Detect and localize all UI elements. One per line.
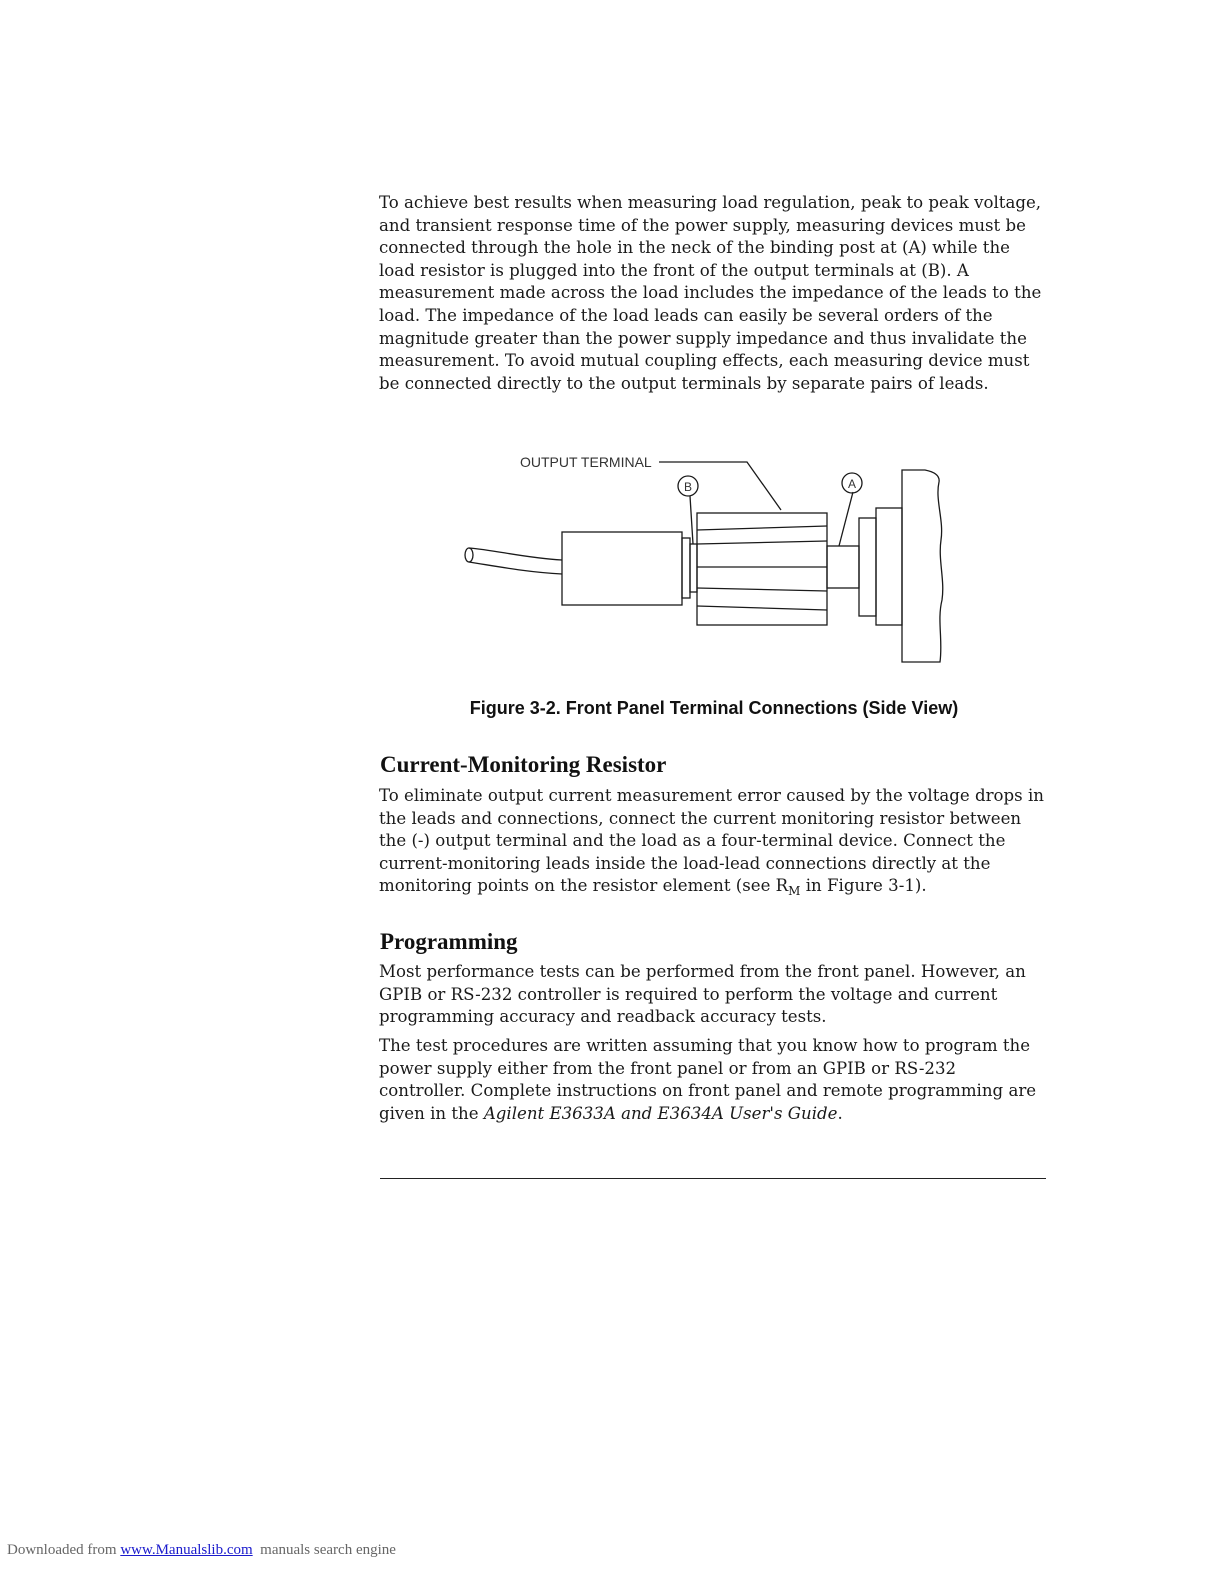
programming-paragraph-2-text: The test procedures are written assuming that you know how to program the power supply either from the front panel or from an GPIB or RS-232 controller. Complete instructions on front panel and remote programming are given in the [379,1036,1037,1123]
wire-end [465,548,473,562]
terminal-neck [827,546,859,588]
manualslib-link[interactable]: www.Manualslib.com [120,1542,253,1558]
footer-prefix: Downloaded from [7,1542,117,1558]
figure-caption: Figure 3-2. Front Panel Terminal Connections (Side View) [469,698,959,718]
programming-paragraph-1: Most performance tests can be performed from the front panel. However, an GPIB or RS-232 controller is required to perform the voltage and current programming accuracy and readback accuracy tests. [379,962,1026,1027]
current-text-before: To eliminate output current measurement error caused by the voltage drops in the leads and connections, connect the current monitoring resistor between the (-) output terminal and the load as a four-terminal device. Connect the current-monitoring leads inside the load-lead connections directly at the monitoring points on the resistor element (see R [379,786,1044,896]
label-b: B [683,480,693,494]
label-a: A [847,477,857,491]
programming-paragraph-2 [379,1035,1047,1125]
programming-heading: Programming [380,929,518,954]
users-guide-title: Agilent E3633A and E3634A User's Guide [483,1103,838,1123]
front-panel [902,470,943,662]
programming-paragraph-2-end: . [837,1103,843,1123]
plug-tip-ring [690,544,697,592]
rm-subscript: M [788,884,801,899]
download-footer [7,1542,396,1559]
current-monitoring-heading: Current-Monitoring Resistor [380,752,667,777]
intro-paragraph: To achieve best results when measuring load regulation, peak to peak voltage, and transient response time of the power supply, measuring devices must be connected through the hole in the neck of the binding post at (A) while the load resistor is plugged into the front of the output terminals at (B). A measurement made across the load includes the impedance of the leads to the load. The impedance of the load leads can easily be several orders of the magnitude greater than the power supply impedance and thus invalidate the measurement. To avoid mutual coupling effects, each measuring device must be connected directly to the output terminals by separate pairs of leads. [379,193,1042,393]
current-monitoring-paragraph [379,785,1047,903]
current-text-after: in Figure 3-1). [800,876,927,896]
footer-suffix: manuals search engine [260,1542,396,1558]
plug-tip [682,538,690,598]
terminal-side-view-diagram [455,440,955,670]
load-wire [469,548,562,574]
plug-body [562,532,682,605]
output-terminal-label: OUTPUT TERMINAL [520,454,652,470]
bottom-divider [380,1178,1046,1179]
terminal-nut [859,518,876,616]
terminal-flange [876,508,902,625]
